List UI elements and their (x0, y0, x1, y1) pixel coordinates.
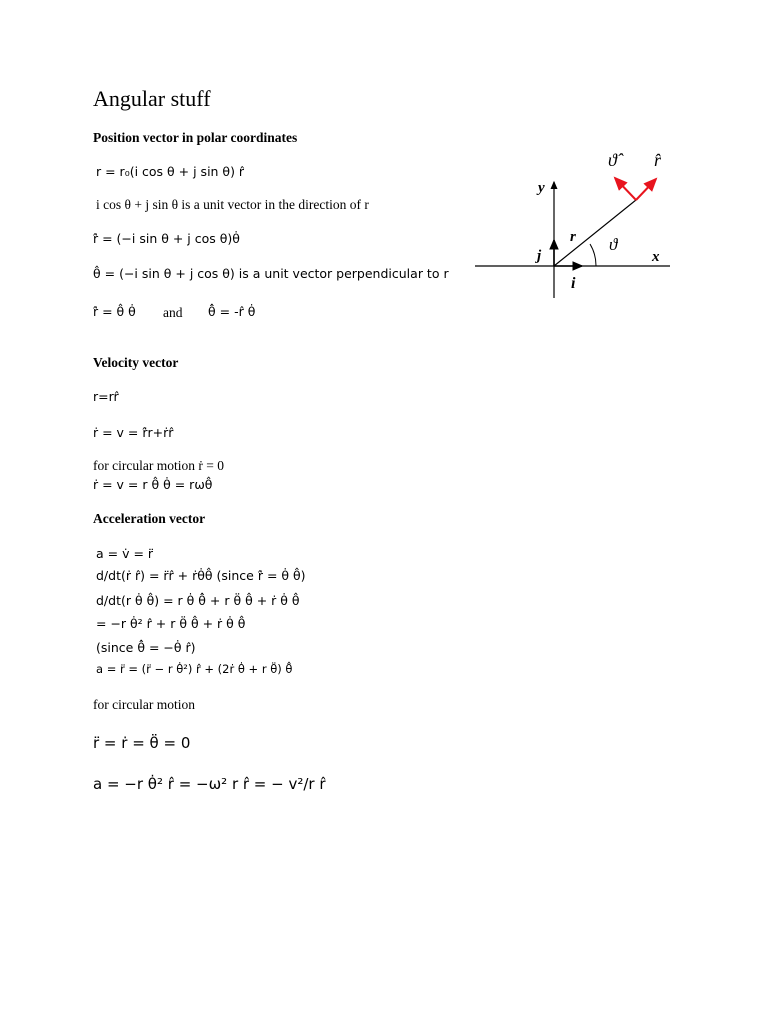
unit-vector-note: i cos θ + j sin θ is a unit vector in the direction of r (96, 197, 369, 212)
r-hat-arrow (636, 179, 656, 200)
theta-hat-derivative: θ̂̇ = -r̂ θ̇ (208, 304, 256, 319)
tangential-expansion: = −r θ̇² r̂ + r θ̈ θ̂ + ṙ θ̇ θ̂ (96, 616, 246, 631)
velocity-equation: ṙ = v = ṙ̂r+ṙr̂ (93, 425, 174, 440)
r-hat-label: r̂ (654, 150, 662, 170)
acceleration-heading: Acceleration vector (93, 511, 206, 526)
x-axis-label: x (652, 249, 660, 265)
and-label: and (163, 305, 183, 320)
angle-arc (590, 244, 596, 266)
theta-hat-label: ϑ̂ (608, 150, 617, 170)
j-label: j (537, 248, 542, 264)
circular-zero-equation: r̈ = ṙ = θ̈ = 0 (93, 734, 191, 752)
radial-derivative: d/dt(ṙ r̂) = r̈r̂ + ṙθ̇θ̂ (since ṙ̂ = θ̇ θ̂) (96, 568, 306, 583)
rhat-derivative: ṙ̂ = θ̂ θ̇ (93, 304, 136, 319)
circular-velocity: ṙ = v = r θ̂ θ̇ = rωθ̂ (93, 477, 213, 492)
position-equation: r = r₀(i cos θ + j sin θ) r̂ (96, 164, 245, 179)
centripetal-equation: a = −r θ̇² r̂ = −ω² r r̂ = − v²/r r̂ (93, 775, 326, 793)
polar-diagram (470, 140, 680, 300)
position-heading: Position vector in polar coordinates (93, 130, 298, 145)
circular-motion-note: for circular motion ṙ = 0 (93, 458, 224, 473)
i-label: i (571, 275, 576, 292)
page-title: Angular stuff (93, 86, 211, 111)
theta-hat-arrow (615, 178, 636, 200)
theta-hat-definition: θ̂ = (−i sin θ + j cos θ) is a unit vector perpendicular to r (93, 266, 449, 281)
circular-motion-label: for circular motion (93, 697, 195, 712)
accel-result: a = r̈ = (r̈ − r θ̇²) r̂ + (2ṙ θ̇ + r θ̈) θ̂ (96, 662, 293, 676)
r-label: r (570, 229, 576, 245)
angle-label: ϑ (609, 235, 618, 254)
rhat-dot-equation: ṙ̂ = (−i sin θ + j cos θ)θ̇ (93, 231, 240, 246)
since-note: (since θ̂̇ = −θ̇ r̂) (96, 640, 196, 655)
radius-vector: r=rr̂ (93, 389, 119, 404)
velocity-heading: Velocity vector (93, 355, 179, 370)
y-axis-label: y (538, 180, 545, 196)
tangential-derivative: d/dt(r θ̇ θ̂) = r θ̇ θ̂̇ + r θ̈ θ̂ + ṙ θ̇ θ̂ (96, 593, 300, 608)
accel-definition: a = v̇ = r̈ (96, 546, 154, 561)
